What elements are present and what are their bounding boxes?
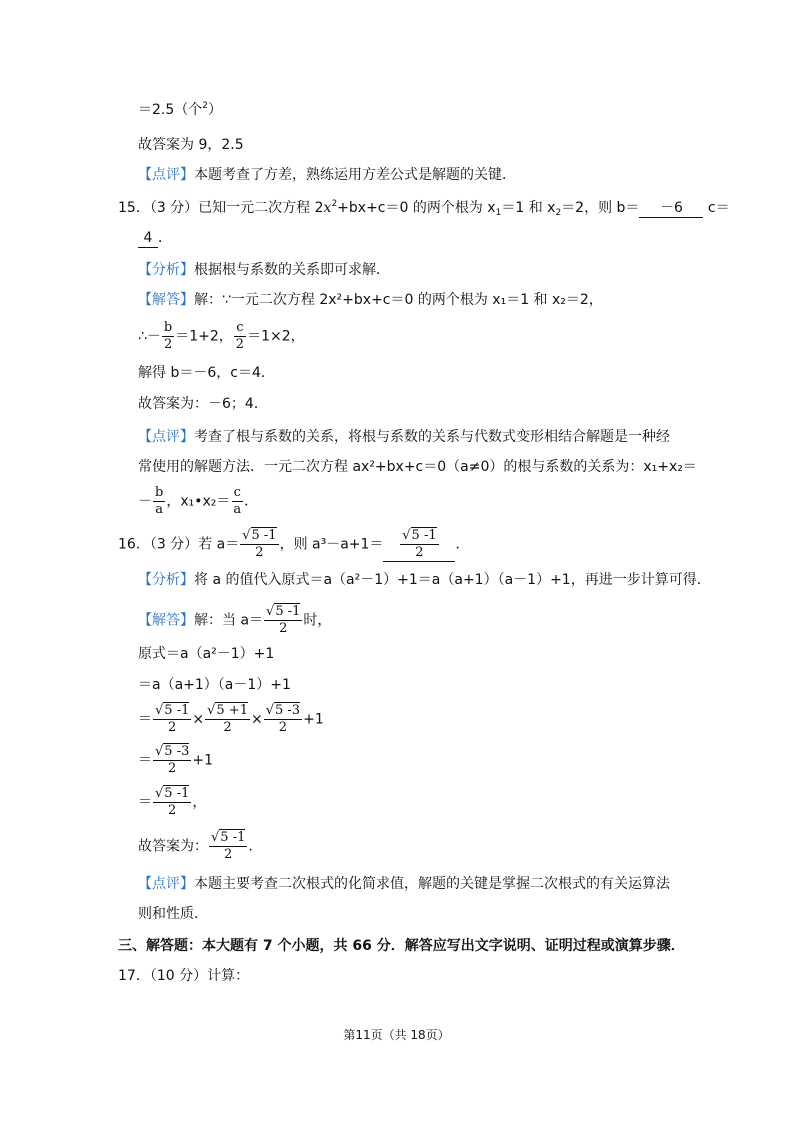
comment-15-c: － $\frac{b}{a}$ ，x₁•x₂＝ $\frac{c}{a}$ ． (138, 485, 259, 517)
comment-15-a: 【点评】考查了根与系数的关系，将根与系数的关系与代数式变形相结合解题是一种经 (138, 429, 670, 445)
step-1: 原式＝a（a²－1）+1 (138, 646, 275, 662)
blank-c: 4 (138, 229, 158, 248)
answer-16: 故答案为： $\frac{√5 -1}{2}$ ． (138, 830, 263, 862)
solution-15: 【解答】解：∵一元二次方程 2x²+bx+c＝0 的两个根为 x₁＝1 和 x₂＝2， (138, 292, 603, 308)
question-15: 15．（3 分）已知一元二次方程 $2x^2+bx+c=0$ 的两个根为 $x_1=1$ 和 $x_2=2$，则 b＝ －6 c＝ (118, 199, 730, 218)
step-4: ＝ $\frac{√5 -3}{2}$ +1 (138, 744, 214, 776)
blank-b: －6 (639, 199, 703, 218)
comment-16-a: 【点评】本题主要考查二次根式的化简求值，解题的关键是掌握二次根式的有关运算法 (138, 876, 670, 892)
step-3: ＝ $\frac{√5 -1}{2}$ × $\frac{√5 +1}{2}$ × $\frac{√5 -3}{2}$ +1 (138, 703, 324, 735)
blank-16: $\frac{√5 -1}{2}$ (383, 528, 455, 562)
answer-15: 故答案为：－6；4． (138, 396, 268, 412)
question-15-cont: 4 ． (138, 229, 172, 248)
comment-tag: 【点评】 (138, 167, 194, 183)
question-16: 16．（3 分）若 a＝ $\frac{√5 -1}{2}$ ，则 a³－a+1＝ $\frac{√5 -1}{2}$ ． (118, 528, 470, 560)
comment-line: 【点评】本题考查了方差，熟练运用方差公式是解题的关键． (138, 167, 516, 183)
section-heading: 三、解答题：本大题有 7 个小题，共 66 分．解答应写出文字说明、证明过程或演算步骤． (118, 938, 685, 954)
analysis-16: 【分析】将 a 的值代入原式＝a（a²－1）+1＝a（a+1）（a－1）+1，再进一步计算可得． (138, 572, 711, 588)
comment-15-b: 常使用的解题方法．一元二次方程 ax²+bx+c＝0（a≠0）的根与系数的关系为：x₁+x₂＝ (138, 459, 697, 475)
step-2: ＝a（a+1）（a－1）+1 (138, 677, 291, 693)
question-17: 17．（10 分）计算： (118, 968, 250, 984)
therefore-15: ∴－ $\frac{b}{2}$ ＝1+2， $\frac{c}{2}$ ＝1×2， (138, 320, 305, 352)
answer-line: 故答案为 9，2.5 (138, 137, 244, 153)
step-5: ＝ $\frac{√5 -1}{2}$ ， (138, 786, 207, 818)
analysis-15: 【分析】根据根与系数的关系即可求解． (138, 262, 390, 278)
result-15: 解得 b＝－6，c＝4． (138, 365, 275, 381)
page-footer: 第11页（共 18页） (343, 1028, 450, 1042)
comment-16-b: 则和性质． (138, 906, 208, 922)
result-line: ＝2.5（个$^2$） (138, 101, 222, 118)
solution-16: 【解答】解：当 a＝ $\frac{√5 -1}{2}$ 时， (138, 604, 332, 636)
